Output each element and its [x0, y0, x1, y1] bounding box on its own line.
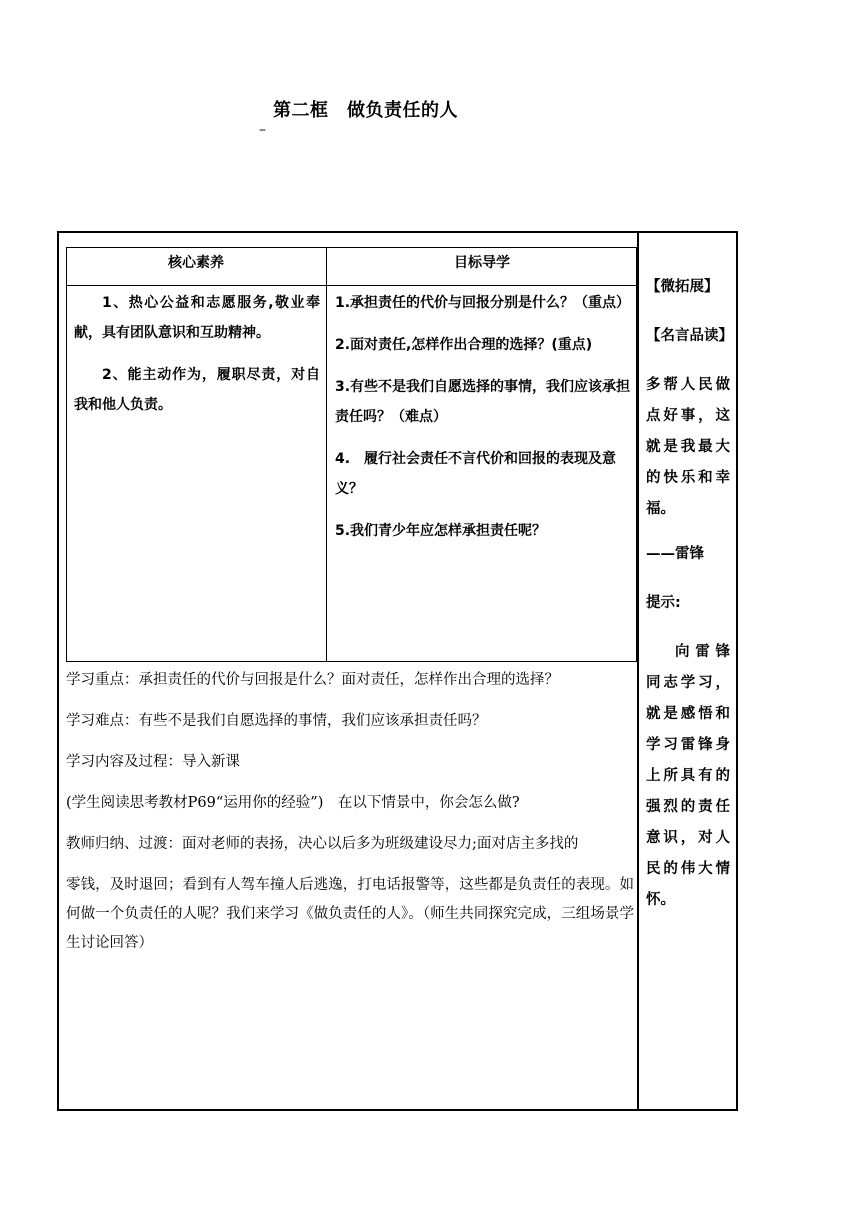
header-core-literacy: 核心素养: [168, 255, 224, 271]
teacher-summary: 教师归纳、过渡：面对老师的表扬，决心以后多为班级建设尽力;面对店主多找的: [66, 836, 579, 852]
title-dash: –: [259, 122, 266, 138]
goal-item: 1.承担责任的代价与回报分别是什么？（重点）: [335, 295, 631, 311]
goal-item: 4. 履行社会责任不言代价和回报的表现及意义？: [335, 451, 617, 497]
sidebar-extension: [646, 272, 733, 934]
reading-prompt: (学生阅读思考教材P69“运用你的经验”) 在以下情景中，你会怎么做?: [66, 795, 520, 811]
goal-item: 2.面对责任,怎样作出合理的选择？(重点): [335, 337, 593, 353]
objectives-table-header-rule: [66, 285, 637, 286]
lesson-body: [66, 666, 634, 970]
sidebar-heading: 【微拓展】: [646, 279, 719, 295]
goal-item: 5.我们青少年应怎样承担责任呢？: [335, 523, 547, 539]
key-points: 学习重点：承担责任的代价与回报是什么？面对责任，怎样作出合理的选择？: [66, 672, 559, 688]
core-literacy-item: 2、能主动作为，履职尽责，对自我和他人负责。: [74, 367, 320, 413]
core-literacy-cell: [74, 288, 320, 432]
goal-item: 3.有些不是我们自愿选择的事情，我们应该承担责任吗？（难点）: [335, 379, 631, 425]
sidebar-quote-author: ——雷锋: [646, 546, 704, 562]
teacher-summary-continued: 零钱，及时退回；看到有人驾车撞人后逃逸，打电话报警等，这些都是负责任的表现。如何做一个负责任的人呢？我们来学习《做负责任的人》。（师生共同探究完成，三组场景学生讨论回答）: [66, 877, 634, 951]
sidebar-subheading: 【名言品读】: [646, 328, 733, 344]
sidebar-tip: 向雷锋同志学习，就是感悟和学习雷锋身上所具有的强烈的责任意识，对人民的伟大情怀。: [646, 644, 730, 908]
difficult-points: 学习难点：有些不是我们自愿选择的事情，我们应该承担责任吗？: [66, 713, 487, 729]
goals-cell: [335, 288, 631, 558]
content-process: 学习内容及过程：导入新课: [66, 754, 240, 770]
header-goals: 目标导学: [454, 255, 510, 271]
objectives-table-column-rule: [326, 247, 327, 662]
sidebar-divider: [637, 231, 639, 1111]
core-literacy-item: 1、热心公益和志愿服务,敬业奉献，具有团队意识和互助精神。: [74, 295, 320, 341]
sidebar-quote: 多帮人民做点好事，这就是我最大的快乐和幸福。: [646, 377, 730, 517]
page-title: 第二框 做负责任的人: [273, 100, 458, 121]
sidebar-tip-label: 提示:: [646, 595, 681, 611]
